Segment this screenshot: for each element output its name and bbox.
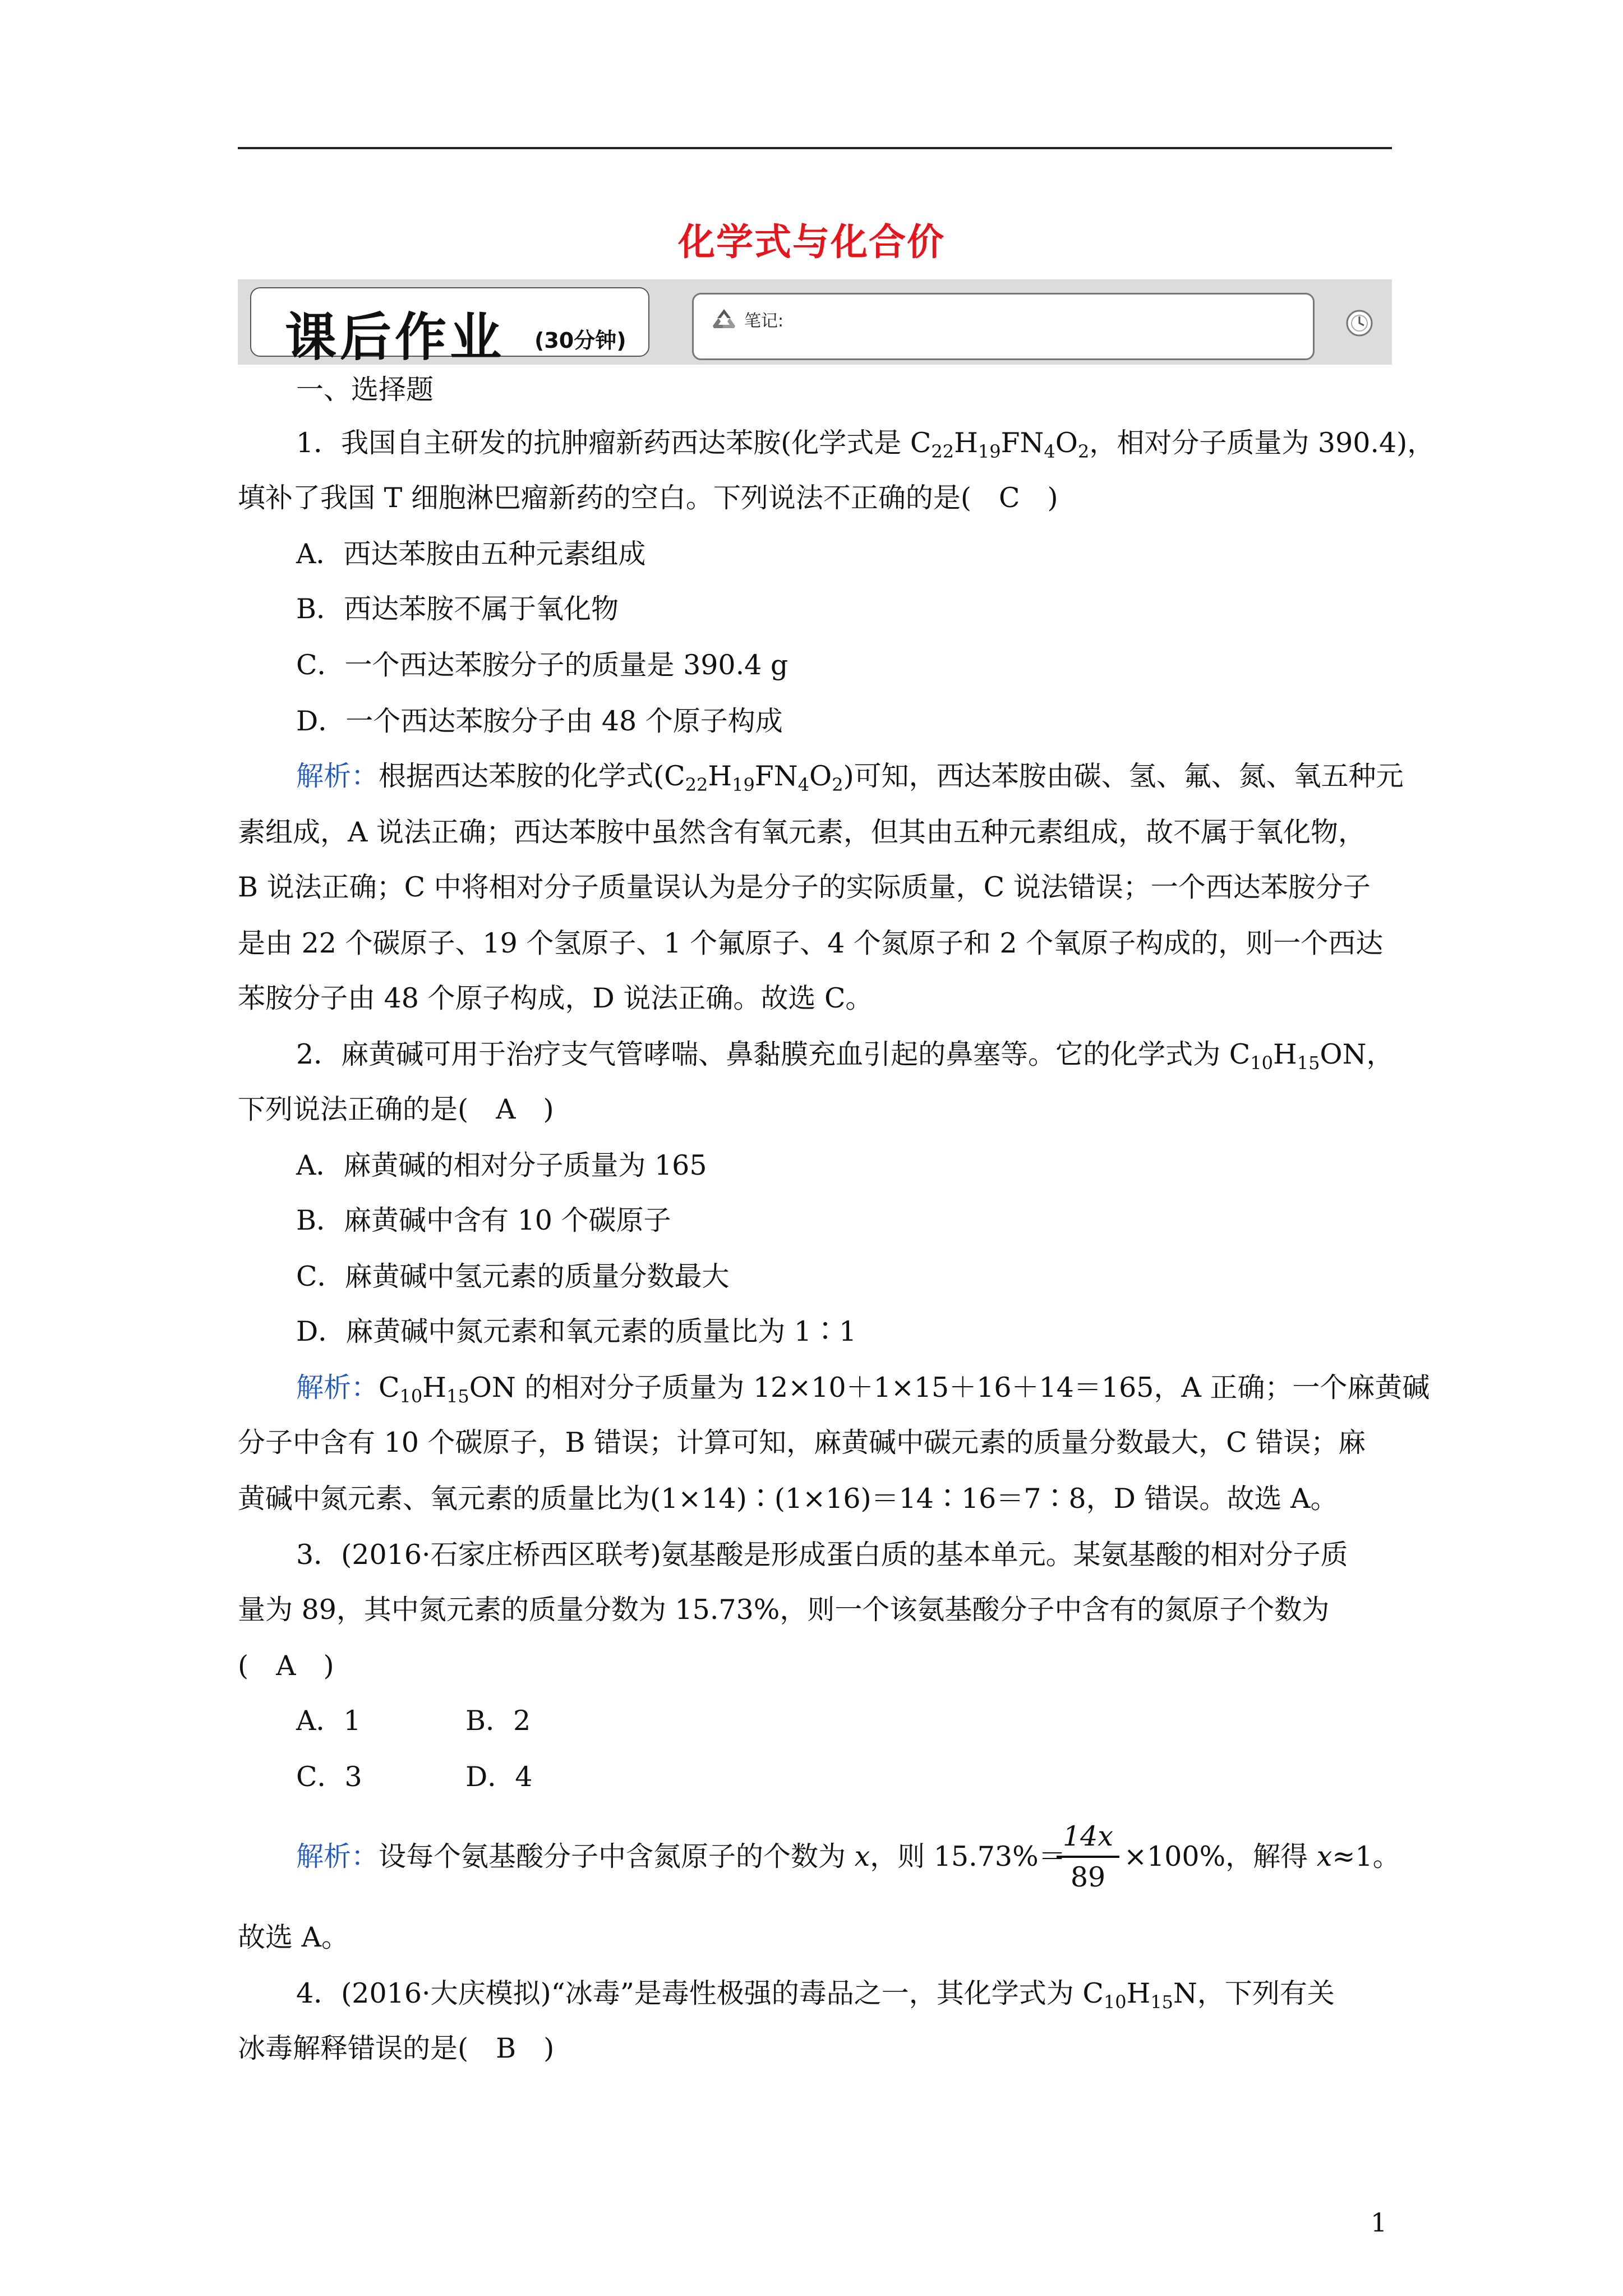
banner-tab xyxy=(250,287,649,367)
q3-option-b: B．2 xyxy=(465,1705,531,1737)
q3-option-c: C．3 xyxy=(296,1761,362,1793)
homework-banner xyxy=(238,279,1392,365)
fraction xyxy=(1054,1820,1122,1893)
q3-stem-line3: ( A ) xyxy=(238,1650,334,1682)
q1-analysis-line2: 素组成，A 说法正确；西达苯胺中虽然含有氧元素，但其由五种元素组成，故不属于氧化物， xyxy=(238,816,1366,848)
fraction-bar xyxy=(1057,1856,1119,1858)
q1-stem-line1: 1．我国自主研发的抗肿瘤新药西达苯胺(化学式是 $C_{22}H_{19}FN_4O_2$，相对分子质量为 390.4)， xyxy=(296,427,1435,462)
q2-analysis-line3: 黄碱中氮元素、氧元素的质量比为(1×14)∶(1×16)＝14∶16＝7∶8，D 错误。故选 A。 xyxy=(238,1483,1338,1515)
q2-stem-line2: 下列说法正确的是( A ) xyxy=(238,1093,554,1125)
analysis-label: 解析： xyxy=(296,1841,379,1872)
q3-analysis-line2: 故选 A。 xyxy=(238,1921,349,1953)
q3-analysis-line1-part2: ×100%，解得 x≈1。 xyxy=(1124,1841,1400,1872)
section-heading: 一、选择题 xyxy=(296,374,434,406)
q1-option-d: D．一个西达苯胺分子由 48 个原子构成 xyxy=(296,705,783,737)
banner-label: 课后作业 xyxy=(285,307,505,367)
q1-analysis-line1: 解析：根据西达苯胺的化学式$(C_{22}H_{19}FN_4O_2)$可知，西达苯胺由碳、氢、氟、氮、氧五种元 xyxy=(296,760,1404,795)
q2-option-b: B．麻黄碱中含有 10 个碳原子 xyxy=(296,1204,671,1236)
q1-option-a: A．西达苯胺由五种元素组成 xyxy=(296,538,646,570)
q4-stem-line1: 4．(2016·大庆模拟)“冰毒”是毒性极强的毒品之一，其化学式为 $C_{10}H_{15}N$，下列有关 xyxy=(296,1977,1335,2013)
q1-stem-line2: 填补了我国 T 细胞淋巴瘤新药的空白。下列说法不正确的是( C ) xyxy=(238,482,1058,514)
q1-analysis-line4: 是由 22 个碳原子、19 个氢原子、1 个氟原子、4 个氮原子和 2 个氧原子构成的，则一个西达 xyxy=(238,927,1384,959)
page-number: 1 xyxy=(1371,2207,1387,2238)
q3-option-d: D．4 xyxy=(465,1761,533,1793)
q2-option-a: A．麻黄碱的相对分子质量为 165 xyxy=(296,1149,707,1181)
q2-analysis-line2: 分子中含有 10 个碳原子，B 错误；计算可知，麻黄碱中碳元素的质量分数最大，C 错误；麻 xyxy=(238,1427,1366,1458)
q3-stem-line1: 3．(2016·石家庄桥西区联考)氨基酸是形成蛋白质的基本单元。某氨基酸的相对分子质 xyxy=(296,1539,1348,1571)
notes-box[interactable] xyxy=(692,293,1315,360)
analysis-label: 解析： xyxy=(296,1372,379,1404)
q2-option-d: D．麻黄碱中氮元素和氧元素的质量比为 1∶1 xyxy=(296,1315,857,1347)
q1-option-b: B．西达苯胺不属于氧化物 xyxy=(296,593,619,625)
page-title: 化学式与化合价 xyxy=(678,220,945,264)
notes-label: 笔记: xyxy=(744,311,784,331)
clock-icon xyxy=(1345,309,1374,338)
q3-stem-line2: 量为 89，其中氮元素的质量分数为 15.73%，则一个该氨基酸分子中含有的氮原子个数为 xyxy=(238,1594,1330,1626)
q2-stem-line1: 2．麻黄碱可用于治疗支气管哮喘、鼻黏膜充血引起的鼻塞等。它的化学式为 $C_{10}H_{15}ON$， xyxy=(296,1038,1394,1074)
q2-analysis-line1: 解析：$C_{10}H_{15}ON$ 的相对分子质量为 12×10＋1×15＋16＋14＝165，A 正确；一个麻黄碱 xyxy=(296,1372,1430,1407)
recycle-icon xyxy=(708,307,740,329)
q3-option-a: A．1 xyxy=(296,1705,361,1737)
q1-analysis-line3: B 说法正确；C 中将相对分子质量误认为是分子的实际质量，C 说法错误；一个西达苯胺分子 xyxy=(238,871,1371,903)
q1-option-c: C．一个西达苯胺分子的质量是 390.4 g xyxy=(296,649,789,681)
fraction-denominator: 89 xyxy=(1070,1861,1106,1893)
header-rule xyxy=(238,147,1392,149)
fraction-numerator: 14x xyxy=(1063,1820,1113,1852)
q4-stem-line2: 冰毒解释错误的是( B ) xyxy=(238,2032,555,2064)
q3-analysis-line1-part1: 解析：设每个氨基酸分子中含氮原子的个数为 x，则 15.73%＝ xyxy=(296,1841,1066,1872)
q1-analysis-line5: 苯胺分子由 48 个原子构成，D 说法正确。故选 C。 xyxy=(238,982,873,1014)
q2-option-c: C．麻黄碱中氢元素的质量分数最大 xyxy=(296,1260,730,1292)
analysis-label: 解析： xyxy=(296,760,379,792)
banner-time: (30分钟) xyxy=(534,328,626,353)
